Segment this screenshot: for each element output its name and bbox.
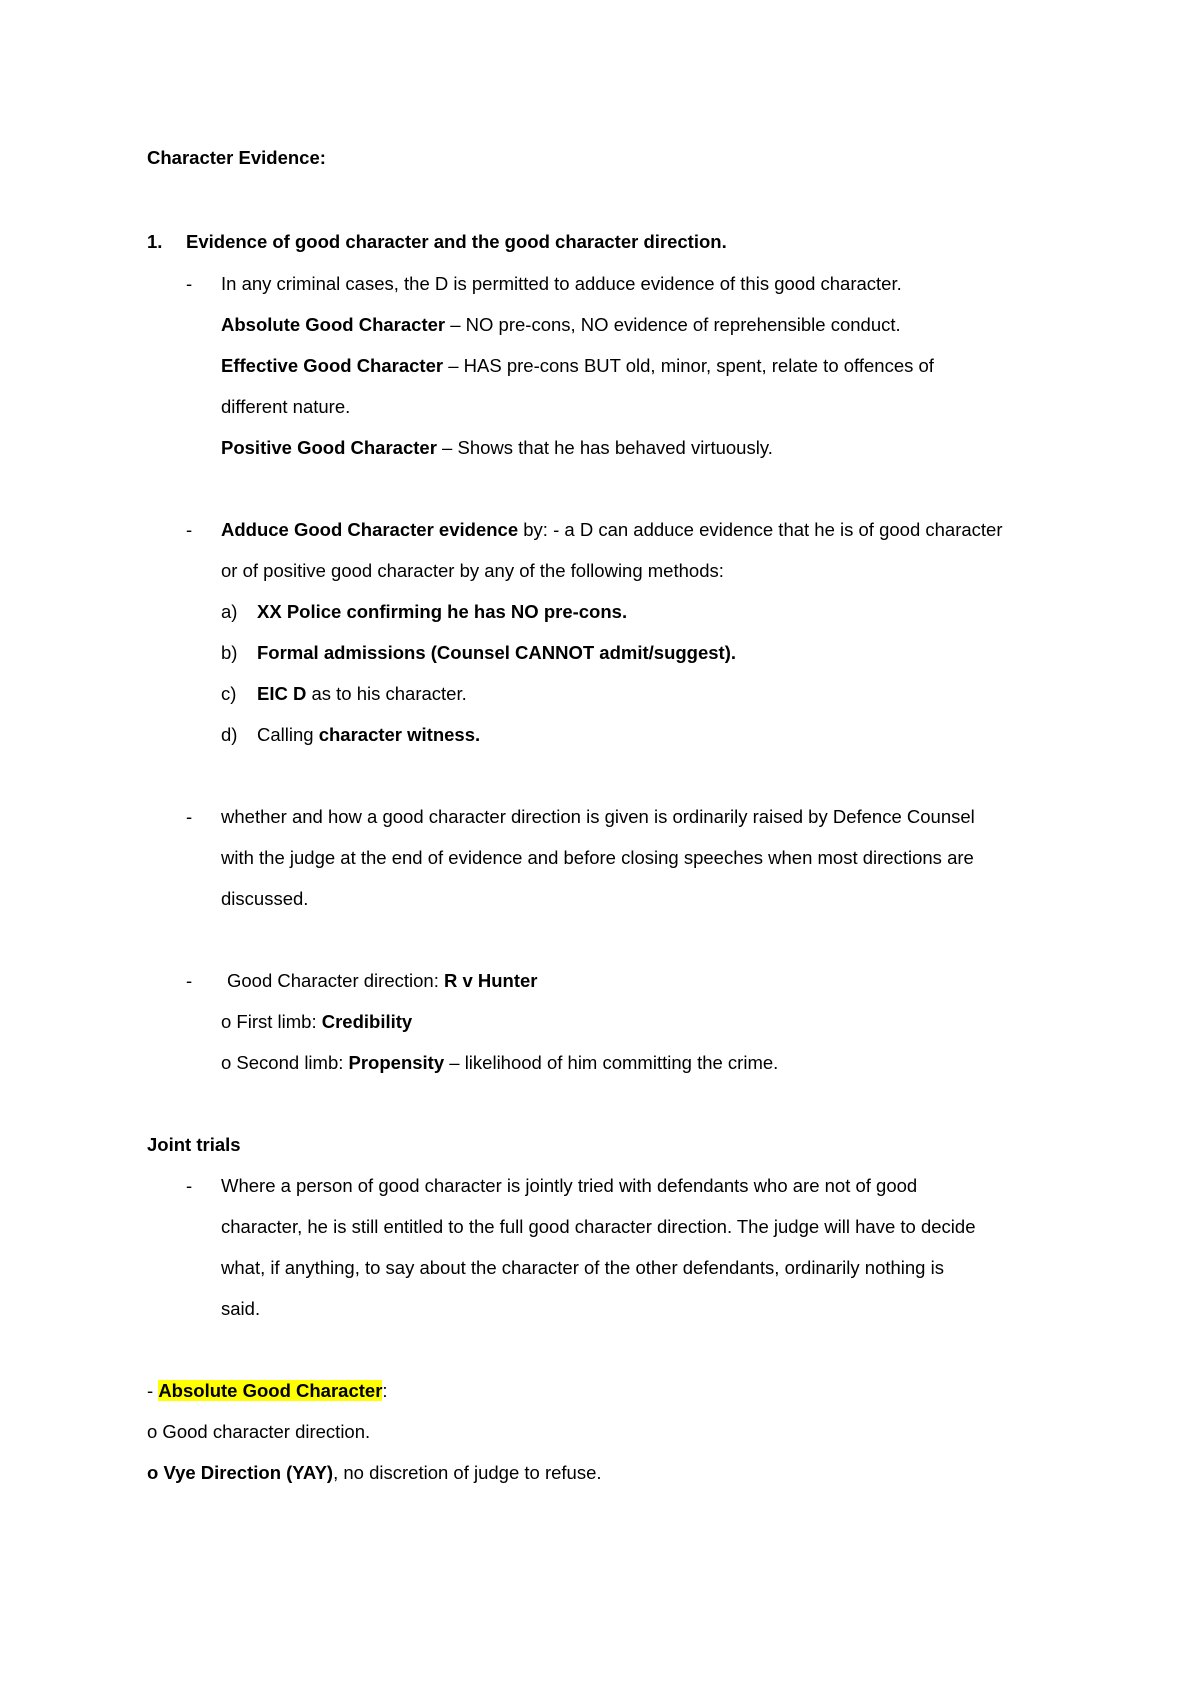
bullet-dash: -	[186, 806, 193, 827]
method-item: Calling character witness.	[257, 724, 481, 745]
paragraph-permitted: In any criminal cases, the D is permitted to adduce evidence of this good character.	[221, 273, 902, 294]
definition-effective-cont: different nature.	[221, 396, 351, 417]
definition-absolute: Absolute Good Character – NO pre-cons, NO evidence of reprehensible conduct.	[221, 314, 901, 335]
section-number: 1.	[147, 231, 163, 252]
section-heading: Evidence of good character and the good character direction.	[186, 231, 727, 252]
method-marker: a)	[221, 601, 238, 622]
document-title: Character Evidence:	[147, 147, 326, 168]
method-item: EIC D as to his character.	[257, 683, 467, 704]
method-marker: b)	[221, 642, 238, 663]
definition-effective: Effective Good Character – HAS pre-cons BUT old, minor, spent, relate to offences of	[221, 355, 934, 376]
bullet-dash: -	[186, 273, 193, 294]
definition-positive: Positive Good Character – Shows that he has behaved virtuously.	[221, 437, 773, 458]
first-limb: o First limb: Credibility	[221, 1011, 413, 1032]
absolute-heading: - Absolute Good Character:	[147, 1380, 388, 1401]
method-marker: c)	[221, 683, 237, 704]
method-marker: d)	[221, 724, 238, 745]
method-item: Formal admissions (Counsel CANNOT admit/suggest).	[257, 642, 737, 663]
second-limb: o Second limb: Propensity – likelihood of him committing the crime.	[221, 1052, 779, 1073]
method-item: XX Police confirming he has NO pre-cons.	[257, 601, 628, 622]
bullet-dash: -	[186, 519, 193, 540]
paragraph-when-cont: with the judge at the end of evidence and before closing speeches when most directions are	[221, 847, 974, 868]
joint-paragraph-cont: character, he is still entitled to the full good character direction. The judge will have to decide	[221, 1216, 976, 1237]
bullet-dash: -	[186, 970, 193, 991]
joint-paragraph-cont: said.	[221, 1298, 261, 1319]
absolute-point-1: o Good character direction.	[147, 1421, 371, 1442]
joint-trials-heading: Joint trials	[147, 1134, 241, 1155]
good-character-direction: Good Character direction: R v Hunter	[227, 970, 538, 991]
absolute-point-2: o Vye Direction (YAY), no discretion of judge to refuse.	[147, 1462, 602, 1483]
joint-paragraph-cont: what, if anything, to say about the character of the other defendants, ordinarily nothing is	[221, 1257, 944, 1278]
paragraph-adduce-cont: or of positive good character by any of the following methods:	[221, 560, 724, 581]
bullet-dash: -	[186, 1175, 193, 1196]
paragraph-when-cont: discussed.	[221, 888, 309, 909]
paragraph-when: whether and how a good character direction is given is ordinarily raised by Defence Counsel	[221, 806, 975, 827]
highlighted-term: Absolute Good Character	[158, 1380, 383, 1401]
paragraph-adduce: Adduce Good Character evidence by: - a D can adduce evidence that he is of good character	[221, 519, 1003, 540]
joint-paragraph: Where a person of good character is jointly tried with defendants who are not of good	[221, 1175, 918, 1196]
